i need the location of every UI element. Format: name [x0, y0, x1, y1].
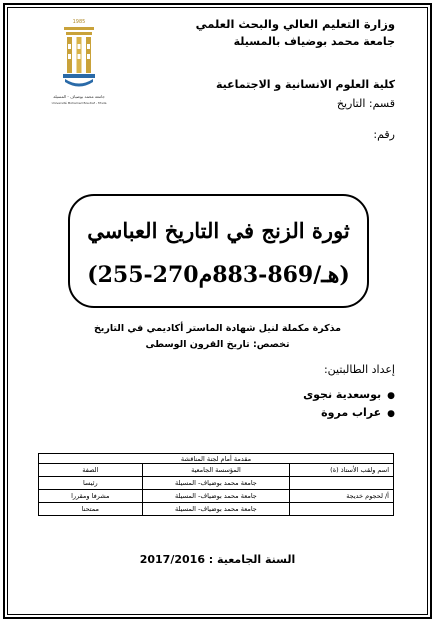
institution-cell: جامعة محمد بوضياف- المسيلة [142, 490, 290, 503]
university-logo [51, 16, 107, 108]
thesis-title-box [68, 194, 369, 308]
role-cell: ممتحنا [39, 503, 143, 516]
logo-year: 1985 [72, 19, 86, 25]
reference-number-label: رقم: [373, 128, 395, 141]
academic-year: السنة الجامعية : 2017/2016 [139, 553, 296, 566]
logo-name-fr: Université Mohamed Boudiaf - M'sila [51, 101, 107, 105]
specialization: تخصص: تاريخ القرون الوسطى [145, 339, 290, 350]
bullet-icon: ● [387, 409, 395, 419]
bullet-icon: ● [387, 391, 395, 401]
student-name [321, 406, 395, 419]
header-institution: المؤسسة الجامعية [142, 464, 290, 477]
committee-table [38, 453, 394, 516]
memo-description: مذكرة مكملة لنيل شهادة الماستر أكاديمي في التاريخ [93, 323, 342, 334]
institution-header [145, 16, 395, 50]
department-name: قسم: التاريخ [336, 97, 395, 110]
ministry-name: وزارة التعليم العالي والبحث العلمي [195, 17, 395, 31]
header-professor-name: اسم ولقب الأستاذ (ة) [290, 464, 394, 477]
thesis-date-range: (255-270هـ/869-883م) [87, 262, 350, 288]
table-row [39, 477, 394, 490]
student-name [303, 388, 395, 401]
table-row [39, 503, 394, 516]
role-cell: مشرفا ومقررا [39, 490, 143, 503]
student-name-text: عراب مروة [321, 406, 382, 419]
faculty-name: كلية العلوم الانسانية و الاجتماعية [215, 78, 395, 91]
table-header-row [39, 464, 394, 477]
student-name-text: بوسعدية نجوى [303, 388, 382, 401]
prepared-by-label: إعداد الطالبتين: [323, 363, 395, 376]
professor-name-cell [290, 477, 394, 490]
role-cell: رئيسا [39, 477, 143, 490]
committee-caption: مقدمة أمام لجنة المناقشة [39, 454, 394, 464]
professor-name-cell: أ/ لحجوم خديجة [290, 490, 394, 503]
university-name: جامعة محمد بوضياف بالمسيلة [233, 35, 395, 48]
table-row [39, 490, 394, 503]
institution-cell: جامعة محمد بوضياف- المسيلة [142, 477, 290, 490]
professor-name-cell [290, 503, 394, 516]
institution-cell: جامعة محمد بوضياف- المسيلة [142, 503, 290, 516]
table-caption-row [39, 454, 394, 464]
header-role: الصفة [39, 464, 143, 477]
logo-name-ar: جامعة محمد بوضياف - المسيلة [53, 94, 105, 99]
thesis-title: ثورة الزنج في التاريخ العباسي [87, 218, 350, 243]
